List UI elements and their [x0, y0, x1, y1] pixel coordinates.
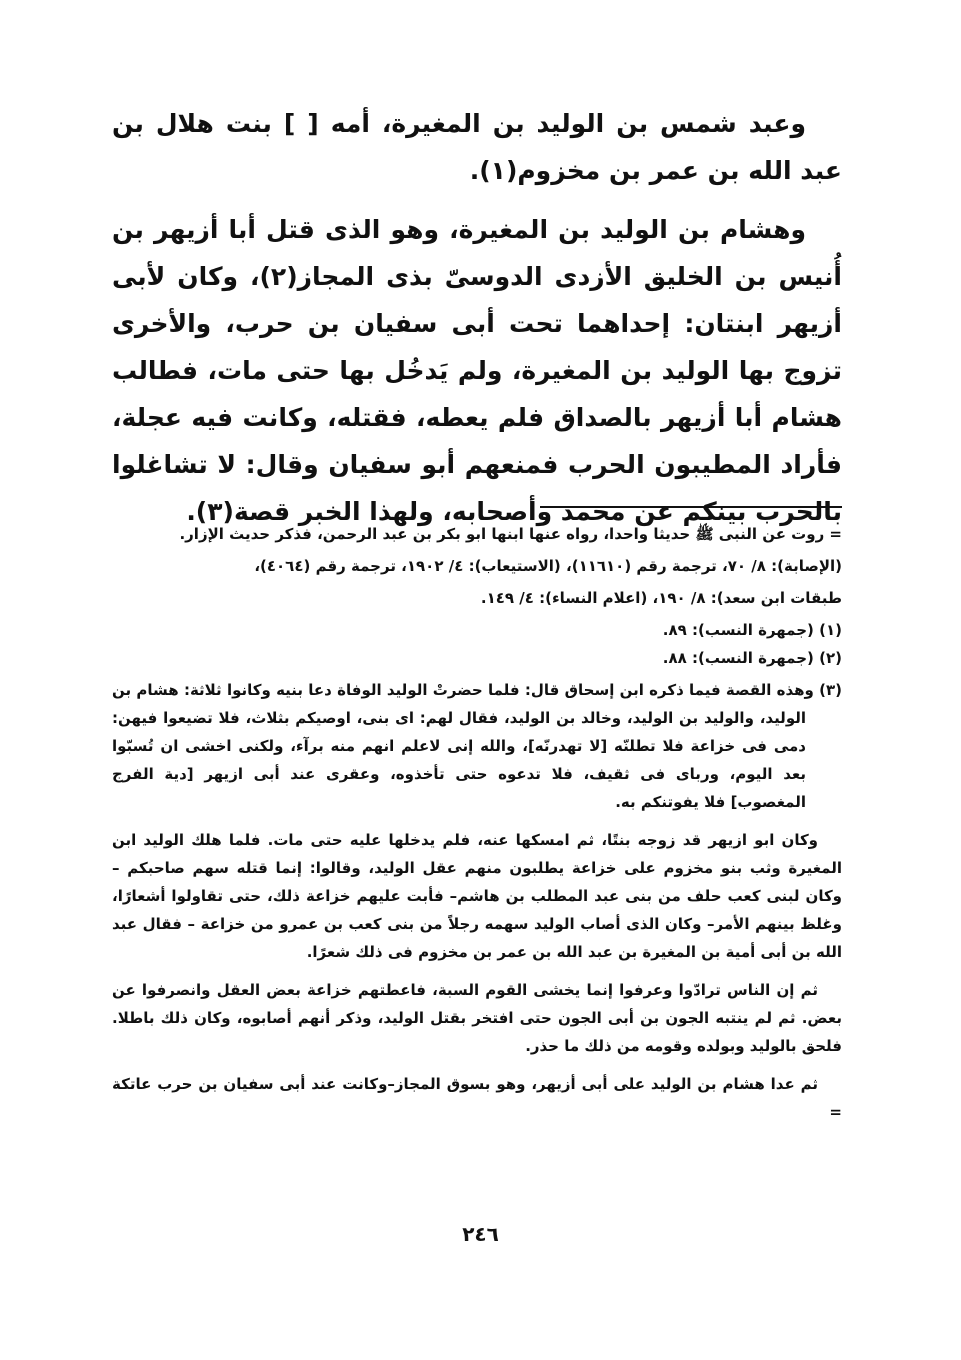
footnote-continuation-refs-2: طبقات ابن سعد): ٨/ ١٩٠، (اعلام النساء): ٤/ ١٤٩. — [480, 589, 842, 607]
footnote-1: (١) (جمهرة النسب): ٨٩. — [662, 621, 842, 639]
footnote-3-paragraph-2: وكان ابو ازيهر قد زوجه بنتًا، ثم امسكها عنه، فلم يدخلها عليه حتى مات. فلما هلك الوليد ابن المغيرة وثب بنو مخزوم على خزاعة يطلبون منهم عقل الوليد، وقالوا: إنما قتله سهم صاحبكم – وكان لبنى كعب حلف من بنى عبد المطلب بن هاشم– فأبت عليهم خزاعة ذلك، حتى تقاولوا أشعارًا، وغلظ بينهم الأمر– وكان الذى أصاب الوليد سهمه رجلاً من بنى كعب بن عمرو من خزاعة – فقال عبد الله بن أبى أمية بن المغيرة بن عبد الله بن عمر بن مخزوم فى ذلك شعرًا. — [112, 831, 842, 961]
footnote-continuation-refs-1: (الإصابة): ٨/ ٧٠، ترجمة رقم (١١٦١٠)، (الاستيعاب): ٤/ ١٩٠٢، ترجمة رقم (٤٠٦٤)، — [254, 557, 842, 575]
footnote-3-paragraph-1: (٣) وهذه القصة فيما ذكره ابن إسحاق قال: فلما حضرتْ الوليد الوفاة دعا بنيه وكانوا ثلاثة: هشام بن الوليد، والوليد بن الوليد، وخالد بن الوليد، فقال لهم: اى بنى، اوصيكم بثلاث، فلا تضيعوا فيهن: دمى فى خزاعة فلا تطلنّه [لا تهدرنّه]، والله إنى لاعلم انهم منه برآء، ولكنى اخشى ان تُسبّوا بعد اليوم، ورباى فى ثقيف، فلا تدعوه حتى تأخذوه، وعقرى عند أبى ازيهر [دية الفرج المغصوب] فلا يفوتنكم به. — [112, 681, 842, 811]
main-text — [112, 100, 842, 535]
main-paragraph-1: وعبد شمس بن الوليد بن المغيرة، أمه [ ] بنت هلال بن عبد الله بن عمر بن مخزوم(١). — [112, 109, 842, 185]
page-number: ٢٤٦ — [462, 1222, 499, 1246]
footnotes — [112, 520, 842, 1126]
footnote-separator — [540, 506, 842, 508]
footnote-continuation: = روت عن النبى ﷺ حديثا واحدا، رواه عنها ابنها ابو بكر بن عبد الرحمن، فذكر حديث الإزار. — [179, 525, 842, 543]
footnote-3-paragraph-4: ثم عدا هشام بن الوليد على أبى أزيهر، وهو بسوق المجاز–وكانت عند أبى سفيان بن حرب عاتكة = — [112, 1075, 842, 1121]
footnote-2: (٢) (جمهرة النسب): ٨٨. — [662, 649, 842, 667]
footnote-3-paragraph-3: ثم إن الناس ترادّوا وعرفوا إنما يخشى القوم السبة، فاعطتهم خزاعة بعض العقل وانصرفوا عن بعض. ثم لم ينتبه الجون بن أبى الجون حتى افتخر بقتل الوليد، وذكر أنهم أصابوه، وكان ذلك باطلا. فلحق بالوليد وبولده وقومه من ذلك ما حذر. — [112, 981, 842, 1055]
main-paragraph-2: وهشام بن الوليد بن المغيرة، وهو الذى قتل أبا أزيهر بن أُنيس بن الخليق الأزدى الدوسىّ بذى المجاز(٢)، وكان لأبى أزيهر ابنتان: إحداهما تحت أبى سفيان بن حرب، والأخرى تزوج بها الوليد بن المغيرة، ولم يَدخُل بها حتى مات، فطالب هشام أبا أزيهر بالصداق فلم يعطه، فقتله، وكانت فيه عجلة، فأراد المطيبون الحرب فمنعهم أبو سفيان وقال: لا تشاغلوا بالحرب بينكم عن محمد وأصحابه، ولهذا الخبر قصة(٣). — [112, 215, 842, 526]
